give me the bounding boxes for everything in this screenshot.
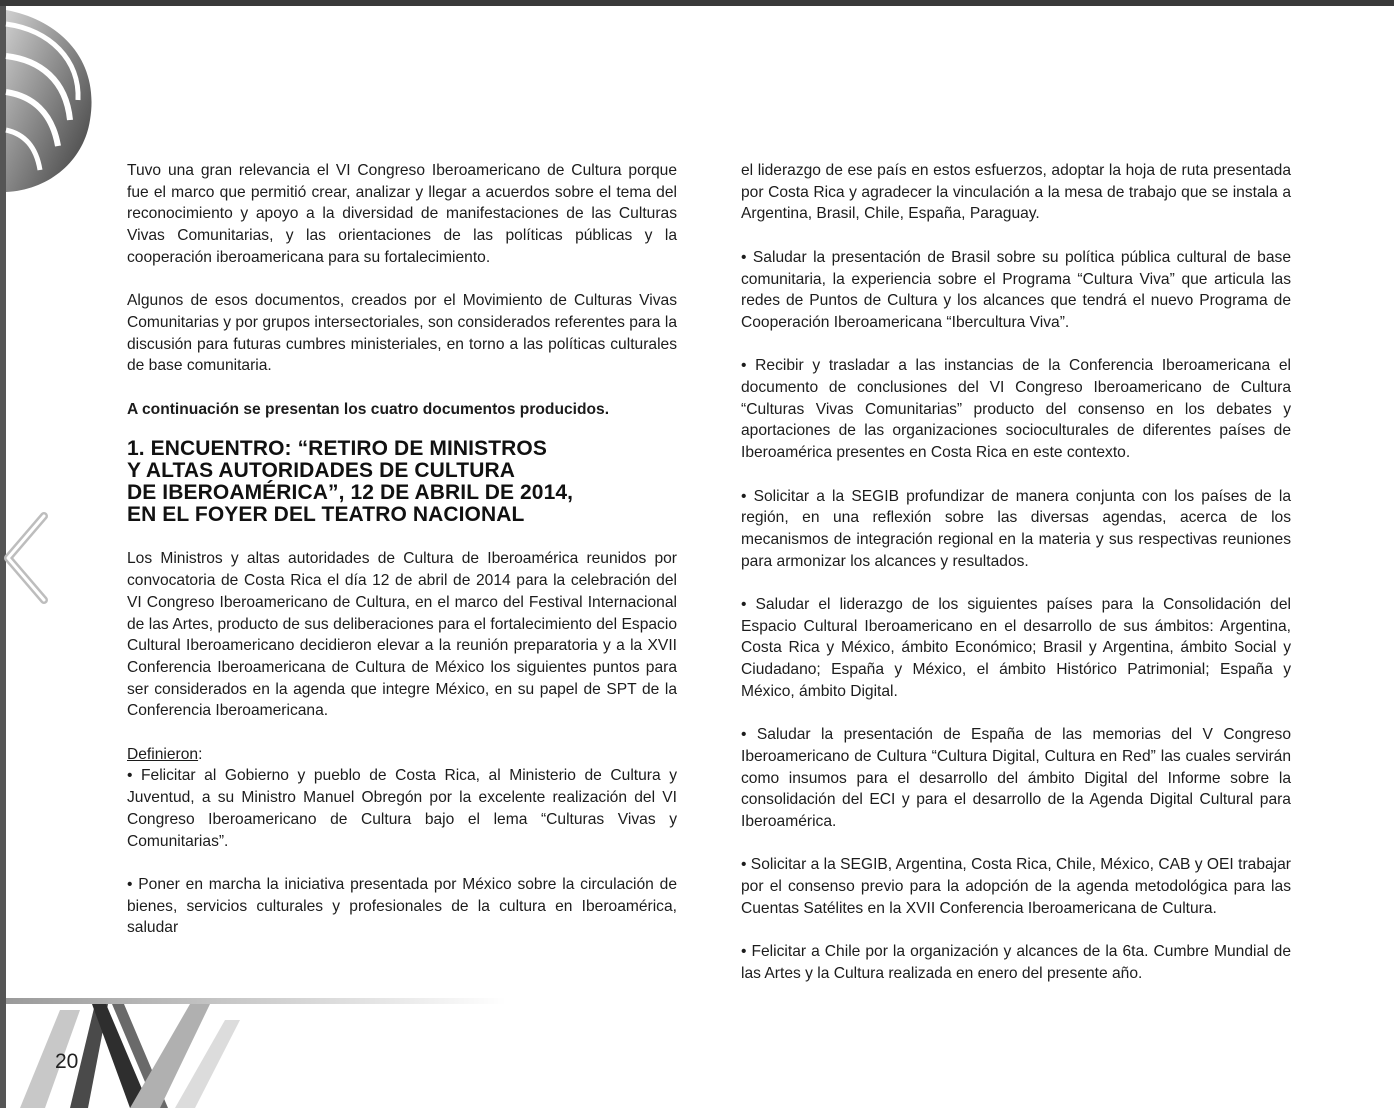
definieron-colon: : <box>198 745 203 763</box>
intro-paragraph-2: Algunos de esos documentos, creados por el Movimiento de Culturas Vivas Comunitarias y por grupos intersectoriales, son considerados referentes para la discusión para futuras cumbres ministeriales, en torno a las políticas culturales de base comunitaria. <box>127 292 677 375</box>
bullet-paragraph-9: • Felicitar a Chile por la organización y alcances de la 6ta. Cumbre Mundial de las Artes y la Cultura realizada en enero del presente año. <box>741 943 1291 982</box>
bullet-paragraph-4: • Recibir y trasladar a las instancias de la Conferencia Iberoamericana el documento de conclusiones del VI Congreso Iberoamericano de Cultura “Culturas Vivas Comunitarias” producto del consenso en los debates y aportaciones de las organizaciones socioculturales de diferentes países de Iberoamérica presentes en Costa Rica en este contexto. <box>741 357 1291 462</box>
page-number: 20 <box>55 1050 79 1073</box>
intro-bold-line: A continuación se presentan los cuatro documentos producidos. <box>127 400 610 418</box>
prev-page-chevron-left-icon[interactable] <box>0 510 56 606</box>
definieron-heading <box>127 744 677 766</box>
viewer-top-bar <box>0 0 1394 6</box>
bullet-paragraph-8: • Solicitar a la SEGIB, Argentina, Costa Rica, Chile, México, CAB y OEI trabajar por el consenso previo para la adopción de la agenda metodológica para las Cuentas Satélites en la XVII Conferencia Iberoamericana de Cultura. <box>741 856 1291 917</box>
section-title <box>127 438 677 526</box>
section-title-line-1: 1. ENCUENTRO: “RETIRO DE MINISTROS <box>127 437 547 461</box>
bullet-paragraph-5: • Solicitar a la SEGIB profundizar de manera conjunta con los países de la región, en una reflexión sobre las diversas agendas, acerca de los mecanismos de integración regional en la materia y sus respectivas reuniones para armonizar los alcances y resultados. <box>741 487 1291 570</box>
section-title-line-4: EN EL FOYER DEL TEATRO NACIONAL <box>127 503 525 527</box>
definieron-label: Definieron <box>127 745 199 763</box>
left-column <box>127 160 677 961</box>
diagonal-stripes-decoration-icon <box>0 990 520 1108</box>
continuation-paragraph: el liderazgo de ese país en estos esfuerzos, adoptar la hoja de ruta presentada por Costa Rica y agradecer la vinculación a la mesa de trabajo que se instala a Argentina, Brasil, Chile, España, Paraguay. <box>741 162 1291 223</box>
bullet-paragraph-1: • Felicitar al Gobierno y pueblo de Costa Rica, al Ministerio de Cultura y Juventud, a su Ministro Manuel Obregón por la excelente realización del VI Congreso Iberoamericano de Cultura bajo el lema “Culturas Vivas y Comunitarias”. <box>127 767 677 850</box>
bullet-paragraph-6: • Saludar el liderazgo de los siguientes países para la Consolidación del Espacio Cultural Iberoamericano en el desarrollo de sus ámbitos: Argentina, Costa Rica y México, ámbito Económico; Brasil y Argentina, ámbito Social y Ciudadano; España y México, el ámbito Histórico Patrimonial; España y México, ámbito Digital. <box>741 596 1291 700</box>
right-column <box>741 160 1291 1006</box>
bullet-paragraph-2: • Poner en marcha la iniciativa presentada por México sobre la circulación de bienes, servicios culturales y profesionales de la cultura en Iberoamérica, saludar <box>127 875 677 937</box>
intro-paragraph-1: Tuvo una gran relevancia el VI Congreso Iberoamericano de Cultura porque fue el marco que permitió crear, analizar y llegar a acuerdos sobre el tema del reconocimiento y apoyo a la diversidad de manifestaciones de las Culturas Vivas Comunitarias, y las orientaciones de las políticas públicas y la cooperación iberoamericana para su fortalecimiento. <box>127 162 677 266</box>
bullet-paragraph-3: • Saludar la presentación de Brasil sobre su política pública cultural de base comunitaria, la experiencia sobre el Programa “Cultura Viva” que articula las redes de Puntos de Cultura y los alcances que tendrá el nuevo Programa de Cooperación Iberoamericana “Ibercultura Viva”. <box>741 248 1291 331</box>
bullet-paragraph-7: • Saludar la presentación de España de las memorias del V Congreso Iberoamericano de Cultura “Cultura Digital, Cultura en Red” las cuales servirán como insumos para el desarrollo del ámbito Digital del Informe sobre la consolidación del ECI y para el desarrollo de la Agenda Digital Cultural para Iberoamérica. <box>741 726 1291 831</box>
sphere-decoration-icon <box>0 0 100 200</box>
section-title-line-3: DE IBEROAMÉRICA”, 12 DE ABRIL DE 2014, <box>127 481 574 505</box>
body-paragraph-1: Los Ministros y altas autoridades de Cultura de Iberoamérica reunidos por convocatoria de Costa Rica el día 12 de abril de 2014 para la celebración del VI Congreso Iberoamericano de Cultura, en el marco del Festival Internacional de las Artes, producto de sus deliberaciones para el fortalecimiento del Espacio Cultural Iberoamericano decidieron elevar a la reunión preparatoria y a la XVII Conferencia Iberoamericana de Cultura de México los siguientes puntos para ser considerados en la agenda que integre México, en su papel de SPT de la Conferencia Iberoamericana. <box>127 550 677 720</box>
section-title-line-2: Y ALTAS AUTORIDADES DE CULTURA <box>127 459 516 483</box>
